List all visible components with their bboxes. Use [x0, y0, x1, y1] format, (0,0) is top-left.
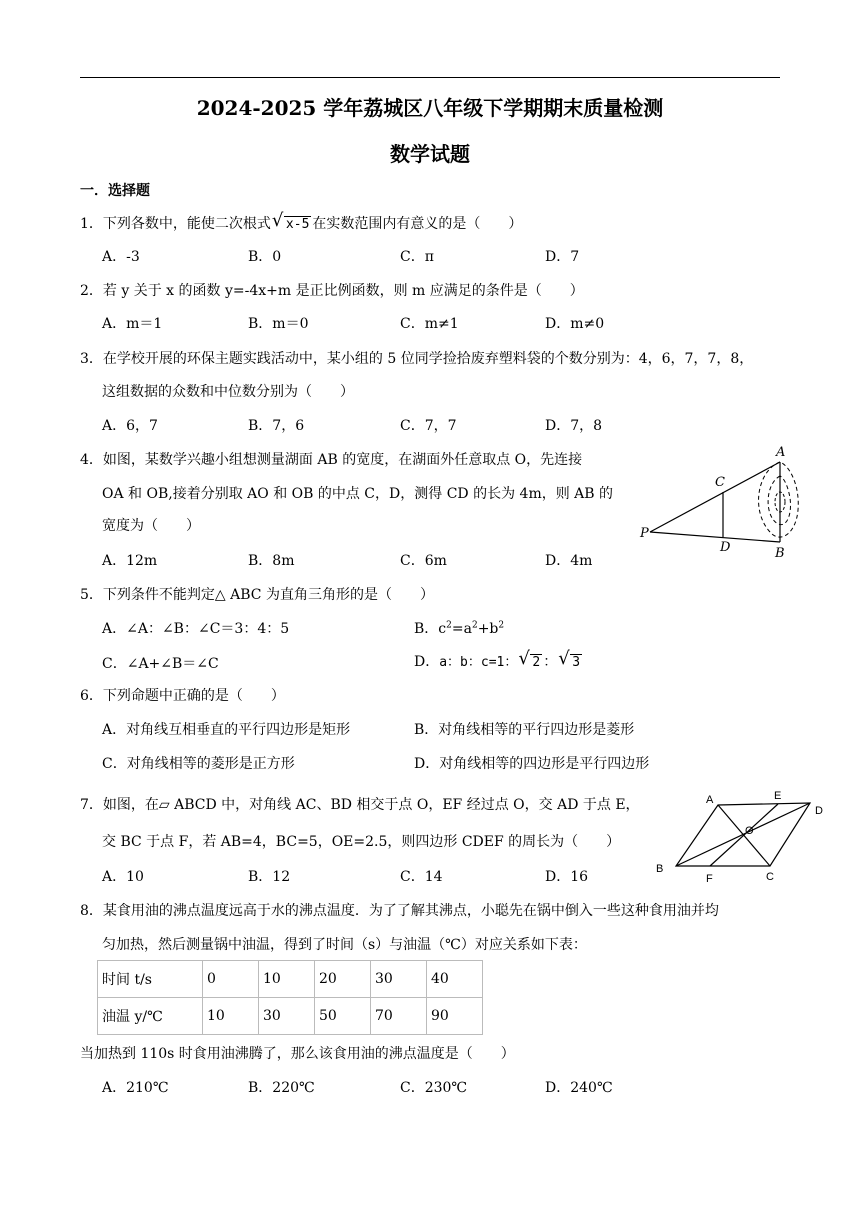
- q5-b-mid: =a: [451, 621, 472, 637]
- exam-subtitle: 数学试题: [390, 142, 470, 166]
- q3-option-c: C．7，7: [400, 418, 457, 434]
- table-cell: 10: [259, 961, 315, 998]
- q5-option-a: A．∠A：∠B：∠C＝3：4：5: [102, 621, 290, 637]
- exam-title: 2024-2025 学年荔城区八年级下学期期末质量检测: [196, 96, 664, 120]
- q7-option-b: B．12: [248, 869, 291, 885]
- table-cell: 20: [315, 961, 371, 998]
- table-cell: 30: [371, 961, 427, 998]
- q7-option-c: C．14: [400, 869, 443, 885]
- table-cell: 50: [315, 998, 371, 1035]
- table-cell: 90: [427, 998, 483, 1035]
- question-3-line-2: 这组数据的众数和中位数分别为（ ）: [102, 384, 354, 400]
- q5-b-pre: B．c: [414, 621, 447, 637]
- q4-label-d: D: [720, 540, 731, 555]
- q2-option-d: D．m≠0: [545, 316, 605, 332]
- question-7-line-1: 7．如图，在▱ ABCD 中，对角线 AC、BD 相交于点 O，EF 经过点 O，交 AD 于点 E，: [80, 797, 640, 813]
- question-7-line-2: 交 BC 于点 F，若 AB=4，BC=5，OE=2.5，则四边形 CDEF 的周长为（ ）: [102, 834, 621, 850]
- q8-data-table: [97, 960, 483, 1035]
- q6-option-a: A．对角线互相垂直的平行四边形是矩形: [102, 722, 351, 738]
- q5-b-end: +b: [477, 621, 499, 637]
- q4-option-d: D．4m: [545, 553, 593, 569]
- question-8-line-3: 当加热到 110s 时食用油沸腾了，那么该食用油的沸点温度是（ ）: [80, 1046, 515, 1062]
- q4-label-c: C: [715, 475, 725, 490]
- q1-radicand: x-5: [285, 217, 310, 232]
- table-row: [98, 998, 483, 1035]
- table-row-label: 时间 t/s: [98, 961, 203, 998]
- q7-option-d: D．16: [545, 869, 589, 885]
- q5-d-sep: ：: [543, 654, 558, 670]
- q5-d-radical-2: √ 3: [558, 648, 581, 670]
- question-3-line-1: 3．在学校开展的环保主题实践活动中，某小组的 5 位同学捡拾废弃塑料袋的个数分别为：4，6，7，7，8，: [80, 351, 754, 367]
- question-2: 2．若 y 关于 x 的函数 y=-4x+m 是正比例函数，则 m 应满足的条件是（ ）: [80, 283, 584, 299]
- q4-label-a: A: [776, 445, 786, 460]
- question-4-line-1: 4．如图，某数学兴趣小组想测量湖面 AB 的宽度，在湖面外任意取点 O，先连接: [80, 452, 583, 468]
- q5-d-ratio: a：b：c=1：: [439, 655, 518, 670]
- q8-option-a: A．210℃: [102, 1080, 169, 1096]
- section-heading: 一．选择题: [80, 183, 150, 199]
- question-1: [80, 210, 523, 235]
- radical-sign-icon: √: [558, 648, 570, 669]
- table-row-label: 油温 y/℃: [98, 998, 203, 1035]
- question-8-line-2: 匀加热，然后测量锅中油温，得到了时间（s）与油温（℃）对应关系如下表：: [102, 937, 587, 953]
- question-4-line-3: 宽度为（ ）: [102, 518, 200, 534]
- q8-option-c: C．230℃: [400, 1080, 468, 1096]
- q7-label-f: F: [706, 873, 713, 885]
- q1-radical: [271, 210, 311, 235]
- q5-d-pre: D．: [414, 654, 440, 670]
- q3-option-d: D．7，8: [545, 418, 603, 434]
- q4-label-p: P: [640, 526, 649, 541]
- q6-option-b: B．对角线相等的平行四边形是菱形: [414, 722, 635, 738]
- q8-option-b: B．220℃: [248, 1080, 315, 1096]
- q3-option-b: B．7，6: [248, 418, 305, 434]
- q5-b-sup-1: 2: [446, 620, 452, 631]
- radical-sign-icon: √: [271, 210, 284, 231]
- q6-option-d: D．对角线相等的四边形是平行四边形: [414, 756, 650, 772]
- q5-option-d: [414, 648, 583, 673]
- table-cell: 40: [427, 961, 483, 998]
- q5-option-c: C．∠A+∠B＝∠C: [102, 656, 219, 672]
- q4-option-a: A．12m: [102, 553, 158, 569]
- q7-label-e: E: [774, 790, 782, 802]
- q8-option-d: D．240℃: [545, 1080, 613, 1096]
- q2-option-c: C．m≠1: [400, 316, 459, 332]
- q1-option-c: C．π: [400, 249, 434, 265]
- q7-label-a: A: [706, 794, 714, 806]
- radical-sign-icon: √: [518, 648, 530, 669]
- header-rule: [80, 77, 780, 78]
- q1-option-b: B．0: [248, 249, 282, 265]
- q5-b-sup-3: 2: [498, 620, 505, 631]
- q7-label-b: B: [656, 863, 664, 875]
- table-cell: 0: [203, 961, 259, 998]
- q7-option-a: A．10: [102, 869, 144, 885]
- q7-label-d: D: [815, 805, 823, 817]
- table-cell: 30: [259, 998, 315, 1035]
- q1-pre: 1．下列各数中，能使二次根式: [80, 216, 271, 232]
- q5-b-sup-2: 2: [471, 620, 478, 631]
- table-row: [98, 961, 483, 998]
- q1-option-d: D．7: [545, 249, 580, 265]
- q2-option-b: B．m＝0: [248, 316, 309, 332]
- q4-option-b: B．8m: [248, 553, 295, 569]
- q7-label-c: C: [766, 871, 774, 883]
- question-6: 6．下列命题中正确的是（ ）: [80, 688, 285, 704]
- question-8-line-1: 8．某食用油的沸点温度远高于水的沸点温度．为了了解其沸点，小聪先在锅中倒入一些这种食用油并均: [80, 903, 719, 919]
- table-cell: 10: [203, 998, 259, 1035]
- question-5: 5．下列条件不能判定△ ABC 为直角三角形的是（ ）: [80, 587, 434, 603]
- q6-option-c: C．对角线相等的菱形是正方形: [102, 756, 295, 772]
- q2-option-a: A．m＝1: [102, 316, 163, 332]
- table-cell: 70: [371, 998, 427, 1035]
- q4-lake-figure: [630, 440, 810, 570]
- q4-option-c: C．6m: [400, 553, 447, 569]
- q1-post: 在实数范围内有意义的是（ ）: [312, 216, 523, 232]
- q1-option-a: A．-3: [102, 249, 140, 265]
- q3-option-a: A．6，7: [102, 418, 158, 434]
- q4-label-b: B: [775, 546, 785, 561]
- q5-option-b: [414, 619, 504, 639]
- question-4-line-2: OA 和 OB,接着分别取 AO 和 OB 的中点 C，D，测得 CD 的长为 4m，则 AB 的: [102, 486, 614, 502]
- q7-parallelogram-figure: [648, 788, 838, 888]
- q7-label-o: O: [745, 825, 754, 837]
- q5-d-radical-1: √ 2: [518, 648, 541, 670]
